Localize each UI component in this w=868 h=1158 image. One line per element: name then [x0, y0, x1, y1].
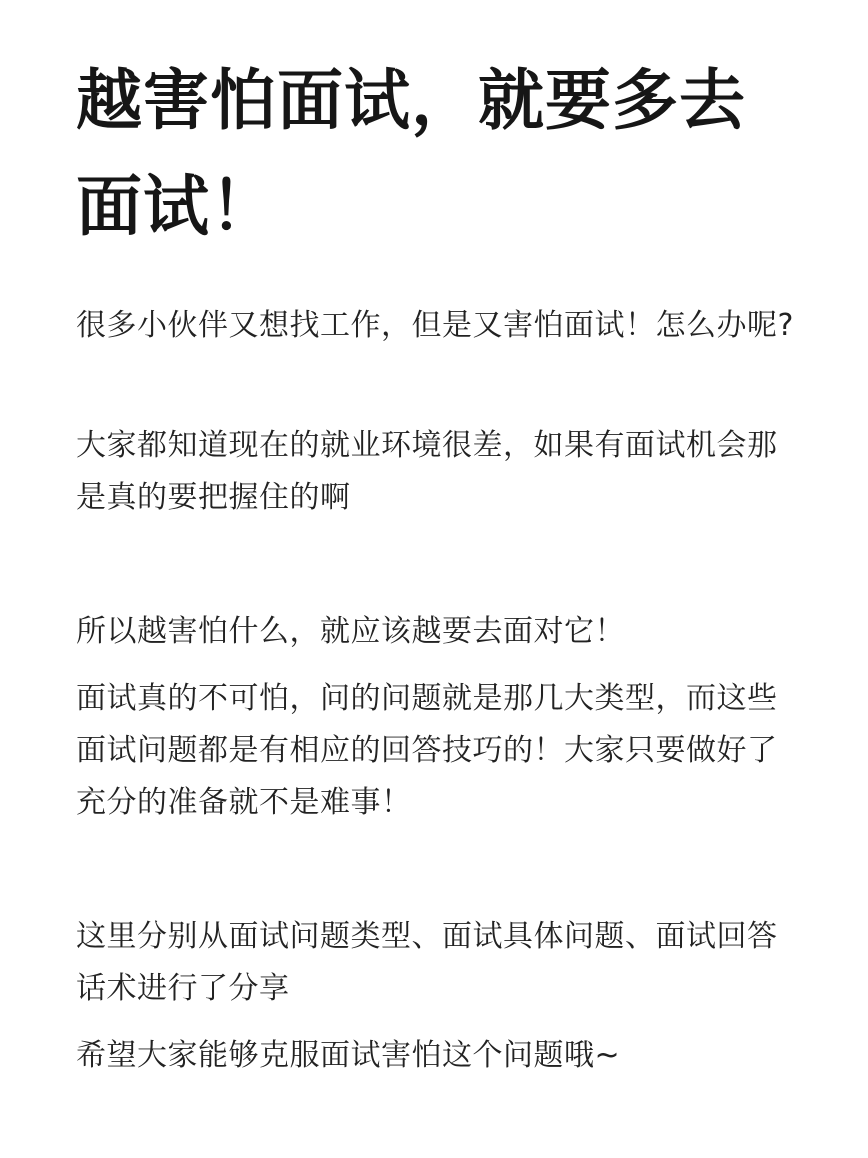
paragraph-hope: 希望大家能够克服面试害怕这个问题哦~ — [76, 1038, 621, 1073]
paragraph-intro: 很多小伙伴又想找工作，但是又害怕面试！怎么办呢? — [76, 308, 794, 343]
page-title: 越害怕面试，就要多去面试！ — [76, 62, 746, 245]
paragraph-environment: 大家都知道现在的就业环境很差，如果有面试机会那是真的要把握住的啊 — [76, 428, 778, 515]
paragraph-not-scary: 面试真的不可怕，问的问题就是那几大类型，而这些面试问题都是有相应的回答技巧的！大家只要做好了充分的准备就不是难事！ — [76, 681, 778, 820]
paragraph-face-fear: 所以越害怕什么，就应该越要去面对它！ — [76, 614, 625, 649]
paragraph-sharing: 这里分别从面试问题类型、面试具体问题、面试回答话术进行了分享 — [76, 919, 778, 1006]
